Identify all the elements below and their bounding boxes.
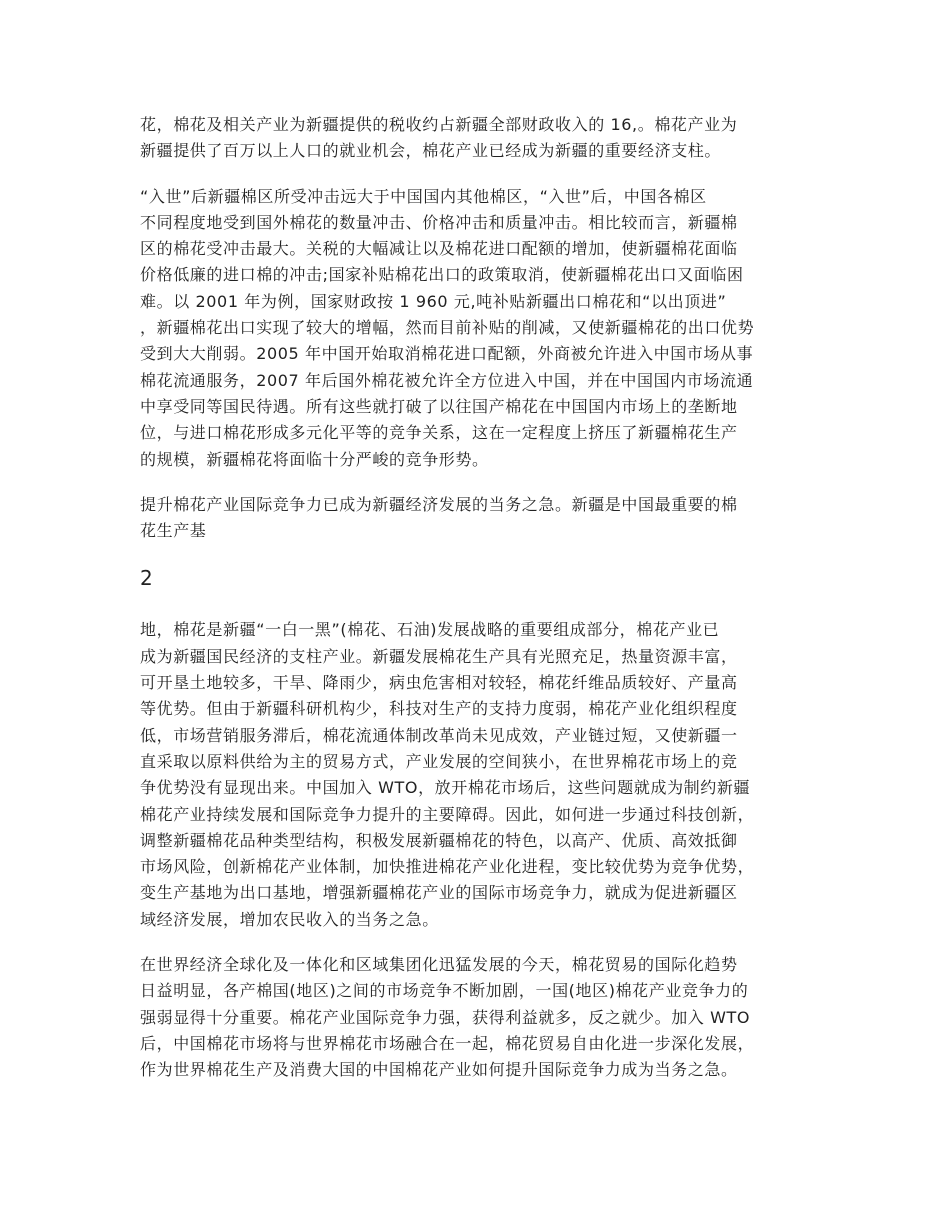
- text-line: 域经济发展，增加农民收入的当务之急。: [140, 909, 439, 929]
- text-line: 等优势。但由于新疆科研机构少，科技对生产的支持力度弱，棉花产业化组织程度: [140, 699, 738, 719]
- text-line: 市场风险，创新棉花产业体制，加快推进棉花产业化进程，变比较优势为竞争优势，: [140, 857, 755, 877]
- text-line: 中享受同等国民待遇。所有这些就打破了以往国产棉花在中国国内市场上的垄断地: [140, 396, 738, 416]
- text-line: 花，棉花及相关产业为新疆提供的税收约占新疆全部财政收入的 16,。棉花产业为: [140, 115, 738, 134]
- text-line: 区的棉花受冲击最大。关税的大幅减让以及棉花进口配额的增加，使新疆棉花面临: [140, 239, 738, 259]
- text-line: ，新疆棉花出口实现了较大的增幅，然而目前补贴的削减，又使新疆棉花的出口优势: [140, 318, 755, 338]
- text-line: 新疆提供了百万以上人口的就业机会，棉花产业已经成为新疆的重要经济支柱。: [140, 141, 722, 161]
- text-line: 花生产基: [140, 521, 207, 541]
- paragraph-industry-strengths: [140, 617, 812, 933]
- text-line: 直采取以原料供给为主的贸易方式，产业发展的空间狭小，在世界棉花市场上的竞: [140, 751, 738, 771]
- text-line: 强弱显得十分重要。棉花产业国际竞争力强，获得利益就多，反之就少。加入 WTO: [140, 1007, 751, 1027]
- page-number: 2: [140, 566, 153, 591]
- text-line: 可开垦土地较多，干旱、降雨少，病虫危害相对较轻，棉花纤维品质较好、产量高: [140, 673, 738, 693]
- text-line: 在世界经济全球化及一体化和区域集团化迅猛发展的今天，棉花贸易的国际化趋势: [140, 955, 738, 975]
- paragraph-tax-revenue: [140, 112, 812, 165]
- paragraph-wto-impact: [140, 184, 812, 473]
- paragraph-globalization: [140, 952, 812, 1083]
- text-line: 变生产基地为出口基地，增强新疆棉花产业的国际市场竞争力，就成为促进新疆区: [140, 883, 738, 903]
- text-line: 位，与进口棉花形成多元化平等的竞争关系，这在一定程度上挤压了新疆棉花生产: [140, 423, 738, 443]
- text-line: 日益明显，各产棉国(地区)之间的市场竞争不断加剧，一国(地区)棉花产业竞争力的: [140, 981, 749, 1001]
- text-line: 棉花流通服务，2007 年后国外棉花被允许全方位进入中国，并在中国国内市场流通: [140, 370, 754, 390]
- paragraph-competitiveness-urgency: [140, 492, 812, 545]
- text-line: 争优势没有显现出来。中国加入 WTO，放开棉花市场后，这些问题就成为制约新疆: [140, 778, 751, 798]
- text-line: “入世”后新疆棉区所受冲击远大于中国国内其他棉区，“入世”后，中国各棉区: [140, 186, 707, 206]
- text-line: 调整新疆棉花品种类型结构，积极发展新疆棉花的特色，以高产、优质、高效抵御: [140, 830, 738, 850]
- text-line: 棉花产业持续发展和国际竞争力提升的主要障碍。因此，如何进一步通过科技创新，: [140, 804, 755, 824]
- text-line: 难。以 2001 年为例，国家财政按 1 960 元,吨补贴新疆出口棉花和“以出顶进”: [140, 291, 727, 311]
- document-page: [140, 112, 812, 1103]
- text-line: 提升棉花产业国际竞争力已成为新疆经济发展的当务之急。新疆是中国最重要的棉: [140, 494, 738, 514]
- text-line: 不同程度地受到国外棉花的数量冲击、价格冲击和质量冲击。相比较而言，新疆棉: [140, 212, 738, 232]
- text-line: 地，棉花是新疆“一白一黑”(棉花、石油)发展战略的重要组成部分，棉花产业已: [140, 620, 720, 640]
- text-line: 成为新疆国民经济的支柱产业。新疆发展棉花生产具有光照充足，热量资源丰富，: [140, 646, 738, 666]
- text-line: 的规模，新疆棉花将面临十分严峻的竞争形势。: [140, 449, 489, 469]
- text-line: 受到大大削弱。2005 年中国开始取消棉花进口配额，外商被允许进入中国市场从事: [140, 344, 754, 364]
- text-line: 作为世界棉花生产及消费大国的中国棉花产业如何提升国际竞争力成为当务之急。: [140, 1060, 738, 1080]
- text-line: 后，中国棉花市场将与世界棉花市场融合在一起，棉花贸易自由化进一步深化发展，: [140, 1033, 755, 1053]
- text-line: 低，市场营销服务滞后，棉花流通体制改革尚未见成效，产业链过短，又使新疆一: [140, 725, 738, 745]
- text-line: 价格低廉的进口棉的冲击;国家补贴棉花出口的政策取消，使新疆棉花出口又面临困: [140, 265, 744, 285]
